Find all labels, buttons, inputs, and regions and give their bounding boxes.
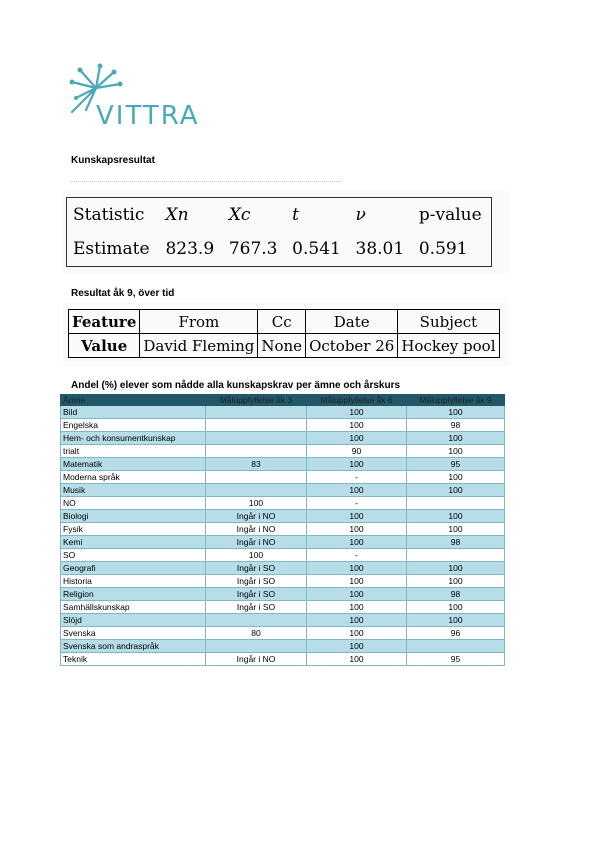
value-cell: 100 (307, 601, 407, 614)
value-cell: - (307, 471, 407, 484)
value-cell (206, 432, 307, 445)
value-cell: 100 (407, 432, 505, 445)
stats-header-cell: p-value (418, 205, 482, 225)
value-cell: 98 (407, 536, 505, 549)
value-cell: 100 (407, 614, 505, 627)
value-cell: 100 (307, 419, 407, 432)
subject-cell: SO (61, 549, 206, 562)
subject-cell: Musik (61, 484, 206, 497)
feature-value: October 26 (306, 334, 398, 358)
subject-cell: Samhällskunskap (61, 601, 206, 614)
feature-header-cell: Date (306, 310, 398, 334)
subject-cell: Historia (61, 575, 206, 588)
value-cell: 100 (307, 484, 407, 497)
value-cell: 100 (307, 653, 407, 666)
value-cell: - (307, 549, 407, 562)
value-cell: 95 (407, 458, 505, 471)
value-cell: 100 (307, 614, 407, 627)
value-cell: 100 (407, 445, 505, 458)
value-cell (407, 549, 505, 562)
stats-value: 0.541 (292, 239, 341, 259)
stats-value: 38.01 (355, 239, 405, 259)
subject-cell: Bild (61, 406, 206, 419)
value-cell: 100 (407, 510, 505, 523)
feature-value-row (69, 334, 500, 358)
subject-cell: Matematik (61, 458, 206, 471)
feature-header-cell: Cc (258, 310, 306, 334)
table-row (61, 601, 505, 614)
feature-value: Hockey pool (398, 334, 499, 358)
value-cell: Ingår i SO (206, 575, 307, 588)
stats-header-row (67, 198, 492, 233)
value-cell (407, 640, 505, 653)
table-row (61, 406, 505, 419)
column-header: Måluppfyllelse åk 3 (206, 395, 307, 406)
table-row (61, 458, 505, 471)
subject-cell: Kemi (61, 536, 206, 549)
feature-value: David Fleming (140, 334, 258, 358)
table-row (61, 627, 505, 640)
table-row (61, 640, 505, 653)
stats-header-cell: ν (355, 205, 366, 225)
subject-cell: trialt (61, 445, 206, 458)
results-table (60, 394, 505, 666)
column-header: Måluppfyllelse åk 6 (307, 395, 407, 406)
stats-header-cell: Statistic (73, 205, 145, 225)
table-row (61, 471, 505, 484)
value-cell: Ingår i NO (206, 523, 307, 536)
table-row (61, 614, 505, 627)
feature-header-row (69, 310, 500, 334)
value-cell: 96 (407, 627, 505, 640)
stats-value: 767.3 (228, 239, 278, 259)
value-cell: Ingår i SO (206, 588, 307, 601)
table-row (61, 588, 505, 601)
subject-cell: Geografi (61, 562, 206, 575)
stats-value: 823.9 (165, 239, 215, 259)
value-cell: 100 (307, 575, 407, 588)
subject-cell: Fysik (61, 523, 206, 536)
subject-cell: Svenska (61, 627, 206, 640)
value-cell: Ingår i SO (206, 562, 307, 575)
stats-row-label: Estimate (73, 239, 150, 259)
value-cell (206, 640, 307, 653)
subject-cell: Hem- och konsumentkunskap (61, 432, 206, 445)
value-cell: 100 (407, 406, 505, 419)
table-row (61, 445, 505, 458)
faint-line (71, 181, 341, 188)
subject-cell: NO (61, 497, 206, 510)
section-title-andel: Andel (%) elever som nådde alla kunskapskrav per ämne och årskurs (71, 380, 401, 391)
logo-text: VITTRA (96, 101, 200, 131)
value-cell (407, 497, 505, 510)
value-cell: 100 (307, 588, 407, 601)
value-cell (206, 471, 307, 484)
page-title: Kunskapsresultat (71, 155, 155, 166)
value-cell: 90 (307, 445, 407, 458)
feature-header-cell: Subject (398, 310, 499, 334)
value-cell: 100 (407, 523, 505, 536)
value-cell: 100 (407, 562, 505, 575)
stats-header-cell: Xc (228, 205, 251, 225)
table-row (61, 536, 505, 549)
value-cell: 100 (307, 432, 407, 445)
value-cell (206, 614, 307, 627)
stats-header-cell: t (292, 205, 300, 225)
feature-table (68, 309, 500, 358)
value-cell: 98 (407, 419, 505, 432)
table-row (61, 432, 505, 445)
subject-cell: Slöjd (61, 614, 206, 627)
results-body (61, 406, 505, 666)
value-cell: Ingår i NO (206, 536, 307, 549)
value-cell (206, 484, 307, 497)
value-cell: 100 (407, 601, 505, 614)
value-cell: 100 (307, 627, 407, 640)
column-header: Måluppfyllelse åk 9 (407, 395, 505, 406)
value-cell: 95 (407, 653, 505, 666)
subject-cell: Engelska (61, 419, 206, 432)
subject-cell: Biologi (61, 510, 206, 523)
section-title-ak9: Resultat åk 9, över tid (71, 288, 175, 299)
subject-cell: Teknik (61, 653, 206, 666)
table-row (61, 575, 505, 588)
value-cell: Ingår i NO (206, 653, 307, 666)
table-row (61, 653, 505, 666)
value-cell: 100 (307, 562, 407, 575)
value-cell: 100 (307, 640, 407, 653)
value-cell (206, 419, 307, 432)
feature-value: None (258, 334, 306, 358)
value-cell: 98 (407, 588, 505, 601)
table-row (61, 562, 505, 575)
feature-header-cell: Feature (69, 310, 140, 334)
value-cell: 100 (307, 536, 407, 549)
table-row (61, 497, 505, 510)
value-cell: 100 (206, 497, 307, 510)
table-row (61, 510, 505, 523)
feature-row-label: Value (69, 334, 140, 358)
value-cell: 100 (206, 549, 307, 562)
value-cell: Ingår i NO (206, 510, 307, 523)
table-row (61, 484, 505, 497)
subject-cell: Moderna språk (61, 471, 206, 484)
value-cell: Ingår i SO (206, 601, 307, 614)
value-cell: 100 (307, 510, 407, 523)
table-row (61, 523, 505, 536)
value-cell: 83 (206, 458, 307, 471)
value-cell: 100 (307, 406, 407, 419)
results-header-row (61, 395, 505, 406)
value-cell: - (307, 497, 407, 510)
stats-value: 0.591 (418, 239, 468, 259)
value-cell: 100 (307, 523, 407, 536)
subject-cell: Religion (61, 588, 206, 601)
value-cell: 100 (407, 484, 505, 497)
stats-table (66, 197, 492, 267)
value-cell (206, 406, 307, 419)
value-cell: 100 (407, 575, 505, 588)
feature-header-cell: From (140, 310, 258, 334)
value-cell: 80 (206, 627, 307, 640)
value-cell: 100 (307, 458, 407, 471)
table-row (61, 419, 505, 432)
value-cell: 100 (407, 471, 505, 484)
value-cell (206, 445, 307, 458)
table-row (61, 549, 505, 562)
stats-value-row (67, 232, 492, 267)
subject-cell: Svenska som andraspråk (61, 640, 206, 653)
stats-header-cell: Xn (165, 205, 189, 225)
column-header: Ämne (61, 395, 206, 406)
